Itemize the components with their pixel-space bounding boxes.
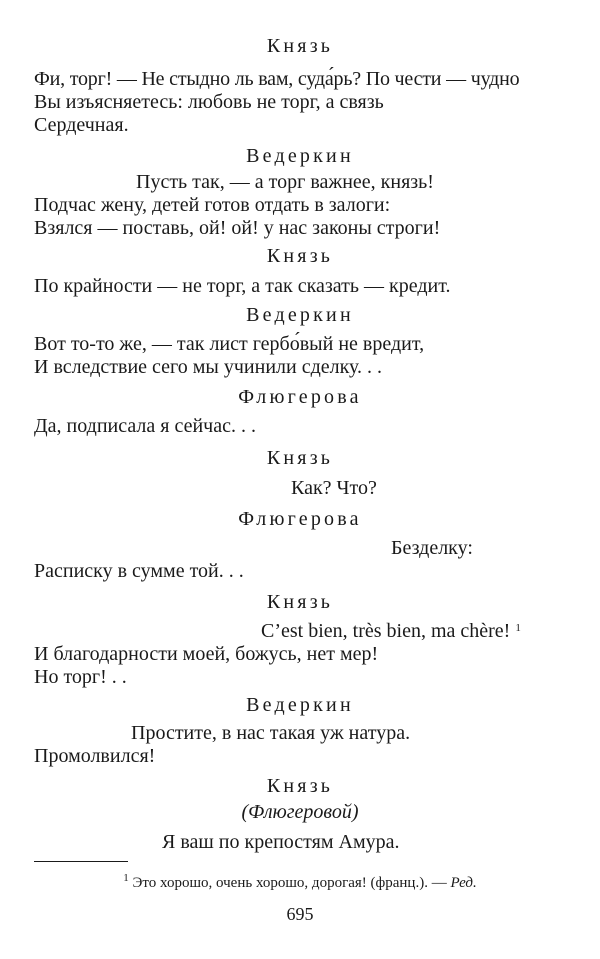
verse-line: Но торг! . . bbox=[34, 666, 127, 688]
speaker-name: Князь bbox=[266, 591, 334, 613]
verse-line: Промолвился! bbox=[34, 745, 156, 767]
footnote-text: Это хорошо, очень хорошо, дорогая! (франц.). — bbox=[132, 875, 447, 891]
page-number: 695 bbox=[286, 904, 314, 924]
speaker-name: Князь bbox=[266, 35, 334, 57]
verse-line: Как? Что? bbox=[291, 477, 377, 499]
speaker-name: Ведеркин bbox=[246, 694, 354, 716]
verse-line: Вот то-то же, — так лист гербо́вый не вредит, bbox=[34, 333, 425, 355]
verse-line: И вследствие сего мы учинили сделку. . . bbox=[34, 356, 383, 378]
verse-line: C’est bien, très bien, ma chère! bbox=[261, 620, 511, 642]
verse-line: Сердечная. bbox=[34, 114, 129, 136]
verse-line-with-footnote bbox=[261, 619, 521, 643]
footnote-divider bbox=[34, 861, 128, 862]
verse-line: И благодарности моей, божусь, нет мер! bbox=[34, 643, 379, 665]
verse-line: Расписку в сумме той. . . bbox=[34, 560, 244, 582]
speaker-name: Князь bbox=[266, 775, 334, 797]
speaker-name: Флюгерова bbox=[238, 386, 362, 408]
verse-line: Я ваш по крепостям Амура. bbox=[162, 831, 400, 853]
verse-line: Фи, торг! — Не стыдно ль вам, суда́рь? По чести — чудно bbox=[34, 68, 520, 90]
footnote-number: 1 bbox=[123, 872, 129, 884]
speaker-name: Ведеркин bbox=[246, 145, 354, 167]
verse-line: Взялся — поставь, ой! ой! у нас законы строги! bbox=[34, 217, 441, 239]
verse-line: Безделку: bbox=[391, 537, 473, 559]
verse-line: Пусть так, — а торг важнее, князь! bbox=[136, 171, 434, 193]
speaker-name: Ведеркин bbox=[246, 304, 354, 326]
speaker-name: Князь bbox=[266, 245, 334, 267]
verse-line: Простите, в нас такая уж натура. bbox=[131, 722, 411, 744]
verse-line: Да, подписала я сейчас. . . bbox=[34, 415, 256, 437]
footnote bbox=[0, 874, 600, 892]
verse-line: Вы изъясняетесь: любовь не торг, а связь bbox=[34, 91, 384, 113]
footnote-marker: 1 bbox=[515, 622, 521, 634]
verse-line: Подчас жену, детей готов отдать в залоги: bbox=[34, 194, 391, 216]
speaker-name: Флюгерова bbox=[238, 508, 362, 530]
footnote-editor-mark: Ред. bbox=[450, 875, 477, 891]
verse-line: По крайности — не торг, а так сказать — кредит. bbox=[34, 275, 451, 297]
stage-direction: (Флюгеровой) bbox=[241, 801, 359, 823]
speaker-name: Князь bbox=[266, 447, 334, 469]
